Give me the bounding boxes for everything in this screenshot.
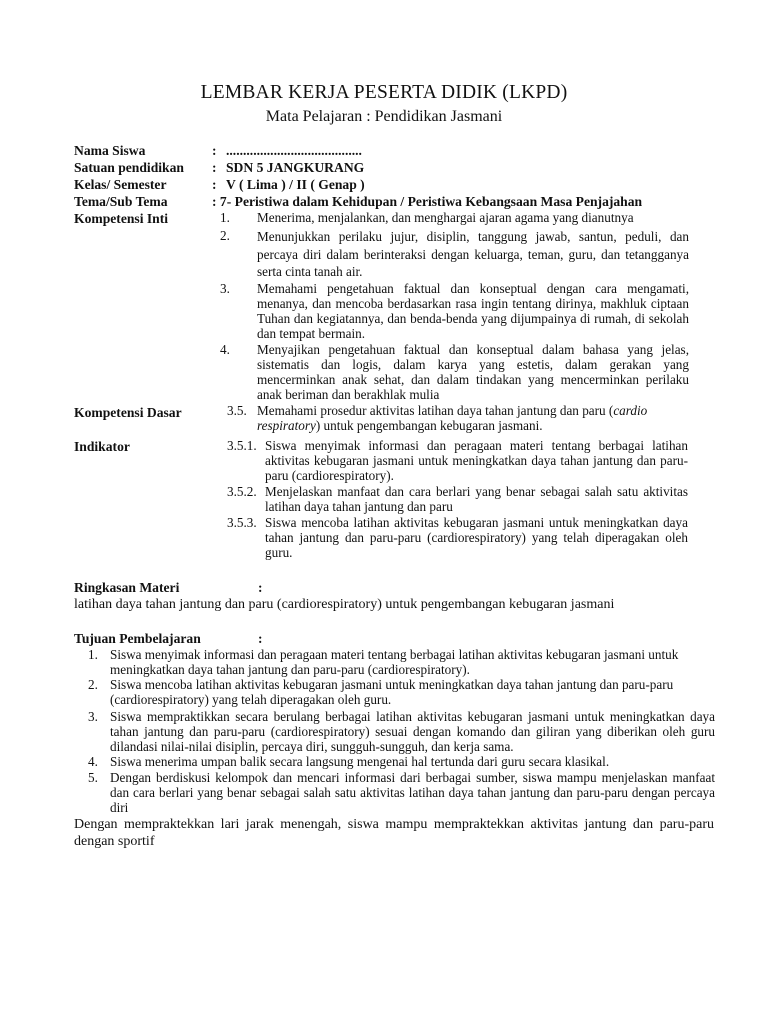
ki-text: Menyajikan pengetahuan faktual dan konseptual dalam bahasa yang jelas, sistematis dan logis, dalam karya yang estetis, dalam gerakan yang mencerminkan anak sehat, dan dalam tindakan yang mencerminkan perilaku anak beriman dan berakhlak mulia [257,342,689,402]
colon-kelas-semester: : [212,177,217,192]
ki-text: Menerima, menjalankan, dan menghargai ajaran agama yang dianutnya [257,210,634,225]
indikator-number: 3.5.3. [227,515,257,530]
kd-number: 3.5. [227,403,247,418]
value-satuan-pendidikan: SDN 5 JANGKURANG [226,160,365,175]
kd-text: Memahami prosedur aktivitas latihan daya tahan jantung dan paru (cardio respiratory) untuk pengembangan kebugaran jasmani. [257,403,648,433]
colon-satuan-pendidikan: : [212,160,217,175]
value-kelas-semester: V ( Lima ) / II ( Genap ) [226,177,365,192]
tujuan-number: 5. [88,770,98,785]
ki-number: 1. [220,210,230,225]
colon-ringkasan-materi: : [258,580,263,595]
tujuan-number: 2. [88,677,98,692]
tujuan-text: Dengan berdiskusi kelompok dan mencari informasi dari berbagai sumber, siswa mampu menjelaskan manfaat dan cara berlari yang benar sebagai salah satu aktivitas latihan daya tahan jantung dan paru-paru dengan percaya diri [110,770,715,815]
tujuan-closing: Dengan mempraktekkan lari jarak menengah, siswa mampu mempraktekkan aktivitas jantung dan paru-paru dengan sportif [74,817,714,849]
indikator-text: Siswa mencoba latihan aktivitas kebugaran jasmani untuk meningkatkan daya tahan jantung dan paru-paru (cardiorespiratory) yang telah diperagakan oleh guru. [265,515,688,560]
label-kompetensi-dasar: Kompetensi Dasar [74,405,182,420]
label-ringkasan-materi: Ringkasan Materi [74,580,180,595]
ki-text: Menunjukkan perilaku jujur, disiplin, tanggung jawab, santun, peduli, dan percaya diri dalam berinteraksi dengan keluarga, teman, guru, dan tetangganya serta cinta tanah air. [257,229,689,279]
label-kelas-semester: Kelas/ Semester [74,177,167,192]
tujuan-number: 1. [88,647,98,662]
label-nama-siswa: Nama Siswa [74,143,146,158]
label-indikator: Indikator [74,439,130,454]
ki-text: Memahami pengetahuan faktual dan konseptual dengan cara mengamati, menanya, dan mencoba berdasarkan rasa ingin tentang dirinya, makhluk ciptaan Tuhan dan kegiatannya, dan benda-benda yang dijumpainya di rumah, di sekolah dan tempat bermain. [257,281,689,341]
tujuan-text: Siswa mencoba latihan aktivitas kebugaran jasmani untuk meningkatkan daya tahan jantung dan paru-paru (cardiorespiratory) yang telah diperagakan oleh guru. [110,677,674,707]
tujuan-text: Siswa menerima umpan balik secara langsung mengenai hal tertunda dari guru secara klasikal. [110,754,610,769]
value-nama-siswa: ........................................ [226,143,362,158]
colon-nama-siswa: : [212,143,217,158]
label-tema-sub-tema: Tema/Sub Tema [74,194,168,209]
tujuan-number: 4. [88,754,98,769]
label-kompetensi-inti: Kompetensi Inti [74,211,169,226]
value-tema-sub-tema: : 7- Peristiwa dalam Kehidupan / Peristiwa Kebangsaan Masa Penjajahan [212,194,643,209]
ringkasan-text: latihan daya tahan jantung dan paru (cardiorespiratory) untuk pengembangan kebugaran jasmani [74,597,615,612]
label-satuan-pendidikan: Satuan pendidikan [74,160,184,175]
ki-number: 3. [220,281,230,296]
document-subtitle: Mata Pelajaran : Pendidikan Jasmani [265,108,503,125]
ki-number: 4. [220,342,230,357]
tujuan-number: 3. [88,709,98,724]
document-title: LEMBAR KERJA PESERTA DIDIK (LKPD) [200,82,568,103]
tujuan-text: Siswa menyimak informasi dan peragaan materi tentang berbagai latihan aktivitas kebugaran jasmani untuk meningkatkan daya tahan jantung dan paru-paru (cardiorespiratory). [110,647,679,677]
indikator-number: 3.5.2. [227,484,257,499]
indikator-number: 3.5.1. [227,438,257,453]
colon-tujuan-pembelajaran: : [258,631,263,646]
ki-number: 2. [220,228,230,243]
indikator-text: Siswa menyimak informasi dan peragaan materi tentang berbagai latihan aktivitas kebugaran jasmani untuk meningkatkan daya tahan jantung dan paru-paru (cardiorespiratory). [265,438,688,483]
tujuan-text: Siswa mempraktikkan secara berulang berbagai latihan aktivitas kebugaran jasmani untuk meningkatkan daya tahan jantung dan paru-paru (cardiorespiratory) sesuai dengan komando dan giliran yang diberikan oleh guru dilandasi nilai-nilai disiplin, percaya diri, sungguh-sungguh, dan kerja sama. [110,709,715,754]
indikator-text: Menjelaskan manfaat dan cara berlari yang benar sebagai salah satu aktivitas latihan daya tahan jantung dan paru [265,484,688,514]
label-tujuan-pembelajaran: Tujuan Pembelajaran [74,631,201,646]
